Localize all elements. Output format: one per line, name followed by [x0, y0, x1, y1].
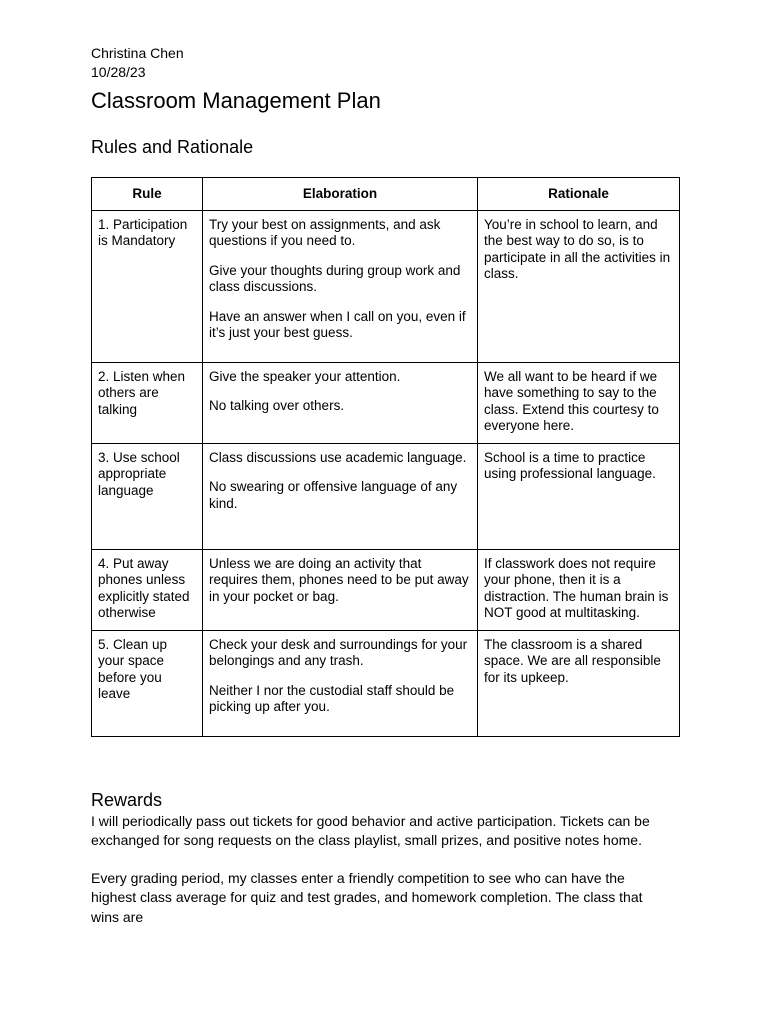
- document-date: 10/28/23: [91, 64, 146, 80]
- elaboration-paragraph: Have an answer when I call on you, even if it’s just your best guess.: [209, 308, 466, 340]
- elaboration-paragraph: Class discussions use academic language.: [209, 449, 467, 465]
- document-page: [91, 44, 679, 945]
- rewards-section-heading: Rewards: [91, 789, 163, 810]
- rules-table-header-row: [92, 178, 680, 211]
- rules-table: [91, 177, 680, 737]
- elaboration-paragraph: Check your desk and surroundings for your belongings and any trash.: [209, 636, 468, 668]
- elaboration-paragraph: Neither I nor the custodial staff should be picking up after you.: [209, 682, 455, 714]
- rationale-cell: If classwork does not require your phone, then it is a distraction. The human brain is NOT good at multitasking.: [478, 549, 680, 630]
- document-title: Classroom Management Plan: [91, 88, 381, 113]
- rule-cell: 2. Listen when others are talking: [92, 362, 203, 443]
- column-header-rationale: Rationale: [478, 178, 680, 211]
- rules-section-heading: Rules and Rationale: [91, 137, 254, 157]
- author-name: Christina Chen: [91, 45, 184, 61]
- elaboration-paragraph: No swearing or offensive language of any kind.: [209, 479, 458, 511]
- rationale-cell: We all want to be heard if we have something to say to the class. Extend this courtesy to everyone here.: [478, 362, 680, 443]
- rewards-paragraph: I will periodically pass out tickets for good behavior and active participation. Tickets can be exchanged for song requests on the class playlist, small prizes, and positive notes home.: [91, 812, 650, 848]
- column-header-elaboration: Elaboration: [203, 178, 478, 211]
- table-row: [92, 630, 680, 736]
- rationale-cell: You’re in school to learn, and the best way to do so, is to participate in all the activities in class.: [478, 210, 680, 362]
- elaboration-paragraph: Give your thoughts during group work and class discussions.: [209, 262, 461, 294]
- elaboration-paragraph: Try your best on assignments, and ask questions if you need to.: [209, 216, 441, 248]
- rationale-cell: School is a time to practice using professional language.: [478, 443, 680, 549]
- elaboration-cell: [203, 443, 478, 549]
- table-row: [92, 362, 680, 443]
- rationale-cell: The classroom is a shared space. We are all responsible for its upkeep.: [478, 630, 680, 736]
- elaboration-cell: [203, 549, 478, 630]
- rule-cell: 5. Clean up your space before you leave: [92, 630, 203, 736]
- rewards-paragraph: Every grading period, my classes enter a friendly competition to see who can have the highest class average for quiz and test grades, and homework completion. The class that wins are: [91, 869, 643, 925]
- elaboration-cell: [203, 362, 478, 443]
- rule-cell: 1. Participation is Mandatory: [92, 210, 203, 362]
- elaboration-paragraph: Give the speaker your attention.: [209, 368, 401, 384]
- table-row: [92, 549, 680, 630]
- rule-cell: 3. Use school appropriate language: [92, 443, 203, 549]
- elaboration-cell: [203, 630, 478, 736]
- column-header-rule: Rule: [92, 178, 203, 211]
- table-row: [92, 210, 680, 362]
- elaboration-paragraph: No talking over others.: [209, 398, 345, 413]
- table-row: [92, 443, 680, 549]
- rule-cell: 4. Put away phones unless explicitly stated otherwise: [92, 549, 203, 630]
- elaboration-paragraph: Unless we are doing an activity that requires them, phones need to be put away in your pocket or bag.: [209, 555, 469, 604]
- elaboration-cell: [203, 210, 478, 362]
